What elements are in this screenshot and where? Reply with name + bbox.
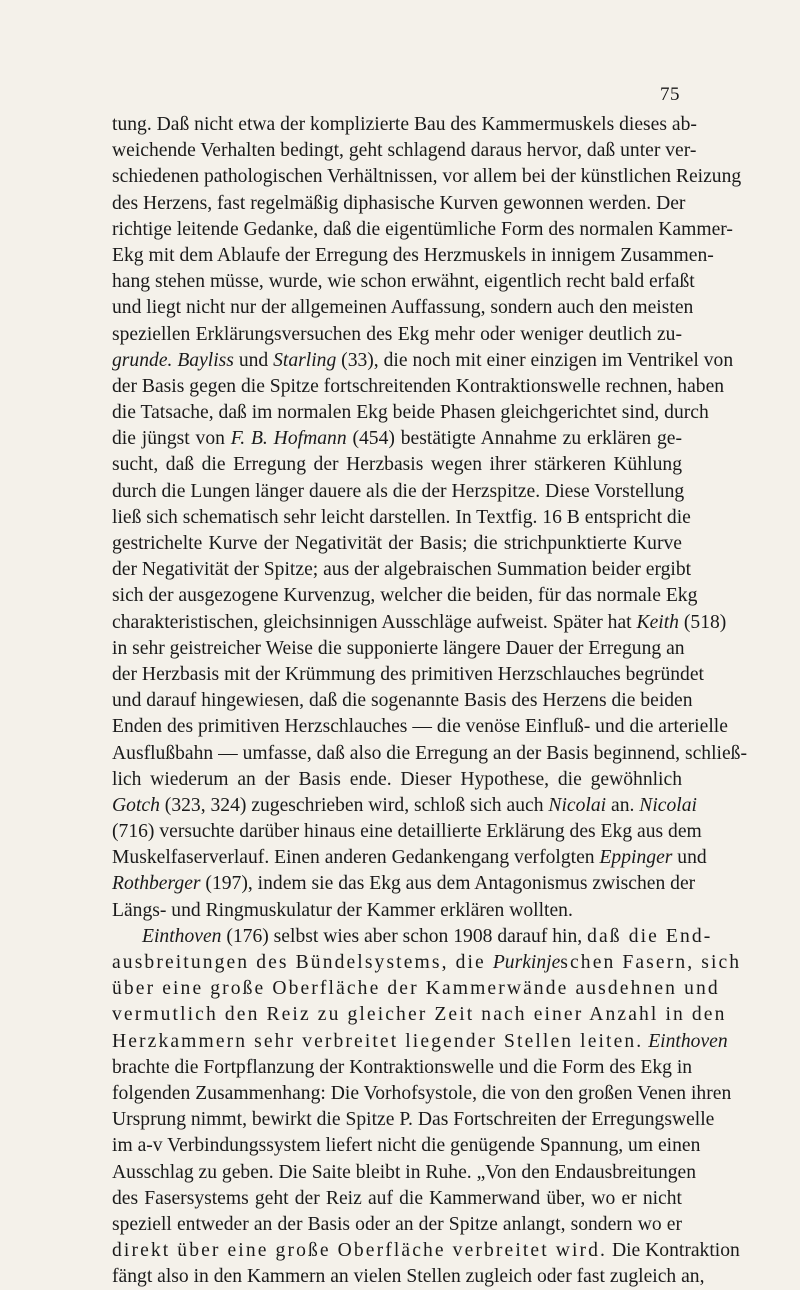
text-run: Keith	[636, 611, 679, 633]
text-run: Gotch	[112, 794, 160, 816]
text-run: und	[233, 349, 274, 371]
text-line	[112, 688, 693, 714]
text-run: speziellen Erklärungsversuchen des Ekg mehr oder weniger deutlich zu-	[112, 323, 682, 345]
text-run: der Herzbasis mit der Krümmung des primitiven Herzschlauches begründet	[112, 663, 704, 685]
text-line	[112, 1133, 701, 1159]
text-line	[112, 1160, 697, 1186]
text-run: tung. Daß nicht etwa der komplizierte Bau des Kammermuskels dieses ab-	[112, 114, 697, 135]
text-line	[112, 662, 704, 688]
text-line	[112, 1002, 727, 1028]
text-line	[112, 1107, 715, 1133]
text-run: sich der ausgezogene Kurvenzug, welcher die beiden, für das normale Ekg	[112, 585, 698, 607]
text-line	[112, 714, 728, 740]
text-line	[112, 871, 696, 897]
text-run: Eppinger	[599, 847, 673, 869]
text-run: (716) versuchte darüber hinaus eine detaillierte Erklärung des Ekg aus dem	[112, 821, 702, 843]
text-line	[112, 1212, 682, 1238]
text-run: weichende Verhalten bedingt, geht schlagend daraus hervor, daß unter ver-	[112, 140, 697, 162]
text-line	[112, 164, 742, 190]
text-run: grunde.	[112, 349, 178, 371]
text-line	[112, 636, 685, 662]
text-line	[112, 845, 707, 871]
text-line	[112, 531, 682, 557]
text-run: (176) selbst wies aber schon 1908 darauf hin,	[221, 925, 588, 947]
text-run: (454) bestätigte Annahme zu erklären ge-	[346, 428, 683, 450]
text-line	[112, 269, 695, 295]
text-line	[112, 741, 748, 767]
text-run: richtige leitende Gedanke, daß die eigentümliche Form des normalen Kammer-	[112, 218, 733, 240]
text-line	[112, 217, 733, 243]
text-line	[112, 767, 682, 793]
text-run: F. B. Hofmann	[230, 428, 347, 450]
text-run: Die Kontraktion	[607, 1240, 740, 1262]
text-run: sucht, daß die Erregung der Herzbasis wegen ihrer stärkeren Kühlung	[112, 454, 682, 476]
text-run: Längs- und Ringmuskulatur der Kammer erklären wollten.	[112, 899, 573, 921]
text-run: Starling	[273, 349, 337, 371]
text-line	[112, 138, 697, 164]
text-run: Einthoven	[142, 925, 222, 947]
text-run: der Basis gegen die Spitze fortschreitenden Kontraktionswelle rechnen, haben	[112, 375, 725, 397]
text-run: die Tatsache, daß im normalen Ekg beide Phasen gleichgerichtet sind, durch	[112, 402, 709, 424]
text-run: und darauf hingewiesen, daß die sogenannte Basis des Herzens die beiden	[112, 690, 693, 712]
text-line	[112, 1264, 705, 1290]
text-run: direkt über eine große Oberfläche verbreitet wird.	[112, 1240, 608, 1262]
text-run: schiedenen pathologischen Verhältnissen, vor allem bei der künstlichen Reizung	[112, 166, 742, 188]
text-run: die jüngst von	[112, 428, 231, 450]
text-line	[112, 793, 697, 819]
text-run: ließ sich schematisch sehr leicht darstellen. In Textfig. 16 B entspricht die	[112, 506, 691, 528]
text-run: hang stehen müsse, wurde, wie schon erwähnt, eigentlich recht bald erfaßt	[112, 271, 695, 293]
text-line	[112, 348, 734, 374]
text-line	[112, 819, 702, 845]
text-run: im a-v Verbindungssystem liefert nicht die genügende Spannung, um einen	[112, 1135, 701, 1157]
text-line	[112, 1029, 728, 1055]
text-line	[112, 898, 682, 924]
text-run: gestrichelte Kurve der Negativität der Basis; die strichpunktierte Kurve	[112, 533, 682, 554]
text-line	[112, 191, 686, 217]
text-line	[112, 243, 714, 269]
text-run: über eine große Oberfläche der Kammerwände ausdehnen und	[112, 978, 720, 1000]
text-run: (33), die noch mit einer einzigen im Ventrikel von	[336, 349, 734, 371]
text-line	[112, 374, 725, 400]
text-line	[112, 295, 694, 321]
text-line	[112, 322, 682, 348]
text-run: folgenden Zusammenhang: Die Vorhofsystole, die von den großen Venen ihren	[112, 1082, 732, 1104]
text-line	[112, 610, 727, 636]
text-run: (518)	[678, 611, 727, 633]
text-line	[112, 1055, 693, 1081]
body-text	[112, 112, 748, 1290]
text-run: Muskelfaserverlauf. Einen anderen Gedankengang verfolgten	[112, 847, 600, 869]
text-line	[112, 950, 742, 976]
text-line	[112, 426, 682, 452]
text-run: Ekg mit dem Ablaufe der Erregung des Herzmuskels in innigem Zusammen-	[112, 244, 714, 266]
text-run: Ursprung nimmt, bewirkt die Spitze P. Das Fortschreiten der Erregungswelle	[112, 1109, 715, 1131]
text-run: und	[672, 847, 707, 869]
text-line	[112, 452, 682, 478]
text-run: des Herzens, fast regelmäßig diphasische Kurven gewonnen werden. Der	[112, 192, 686, 214]
text-run: Einthoven	[648, 1030, 728, 1052]
text-run: der Negativität der Spitze; aus der algebraischen Summation beider ergibt	[112, 559, 692, 581]
text-run: Herzkammern sehr verbreitet liegender Stellen leiten.	[112, 1030, 644, 1052]
text-run: durch die Lungen länger dauere als die der Herzspitze. Diese Vorstellung	[112, 480, 685, 502]
text-line	[112, 557, 692, 583]
text-run: schen Fasern, sich	[560, 952, 742, 973]
text-run: Nicolai	[639, 794, 697, 816]
text-run: und liegt nicht nur der allgemeinen Auffassung, sondern auch den meisten	[112, 297, 694, 319]
text-run: speziell entweder an der Basis oder an der Spitze anlangt, sondern wo er	[112, 1213, 682, 1235]
text-run: Purkinje	[492, 952, 561, 973]
text-run: Enden des primitiven Herzschlauches — die venöse Einfluß- und die arterielle	[112, 716, 728, 738]
text-line	[112, 924, 713, 950]
text-run: (323, 324) zugeschrieben wird, schloß sich auch	[159, 794, 549, 816]
text-run: Ausflußbahn — umfasse, daß also die Erregung an der Basis beginnend, schließ-	[112, 742, 748, 764]
text-run: charakteristischen, gleichsinnigen Ausschläge aufweist. Später hat	[112, 611, 637, 633]
text-line	[112, 1081, 732, 1107]
text-line	[112, 1186, 682, 1212]
text-run: in sehr geistreicher Weise die supponierte längere Dauer der Erregung an	[112, 637, 685, 659]
text-line	[112, 976, 720, 1002]
text-run: vermutlich den Reiz zu gleicher Zeit nach einer Anzahl in den	[112, 1004, 727, 1026]
text-run: daß die End-	[587, 925, 713, 947]
text-line	[112, 112, 697, 138]
text-line	[112, 1238, 740, 1264]
text-run: ausbreitungen des Bündelsystems, die	[112, 952, 493, 973]
text-run: (197), indem sie das Ekg aus dem Antagonismus zwischen der	[200, 873, 696, 895]
text-run: Bayliss	[177, 349, 234, 371]
text-run: an.	[606, 794, 640, 816]
text-run: Nicolai	[548, 794, 607, 816]
text-line	[112, 400, 709, 426]
text-run: brachte die Fortpflanzung der Kontraktionswelle und die Form des Ekg in	[112, 1056, 693, 1078]
text-run: Rothberger	[112, 873, 201, 895]
text-line	[112, 583, 698, 609]
text-run: Ausschlag zu geben. Die Saite bleibt in Ruhe. „Von den Endausbreitungen	[112, 1161, 697, 1183]
page-number: 75	[660, 84, 680, 105]
text-line	[112, 479, 685, 505]
text-run: lich wiederum an der Basis ende. Dieser Hypothese, die gewöhnlich	[112, 768, 682, 790]
text-run: fängt also in den Kammern an vielen Stellen zugleich oder fast zugleich an,	[112, 1266, 705, 1288]
text-line	[112, 505, 691, 531]
text-run: des Fasersystems geht der Reiz auf die Kammerwand über, wo er nicht	[112, 1187, 682, 1209]
